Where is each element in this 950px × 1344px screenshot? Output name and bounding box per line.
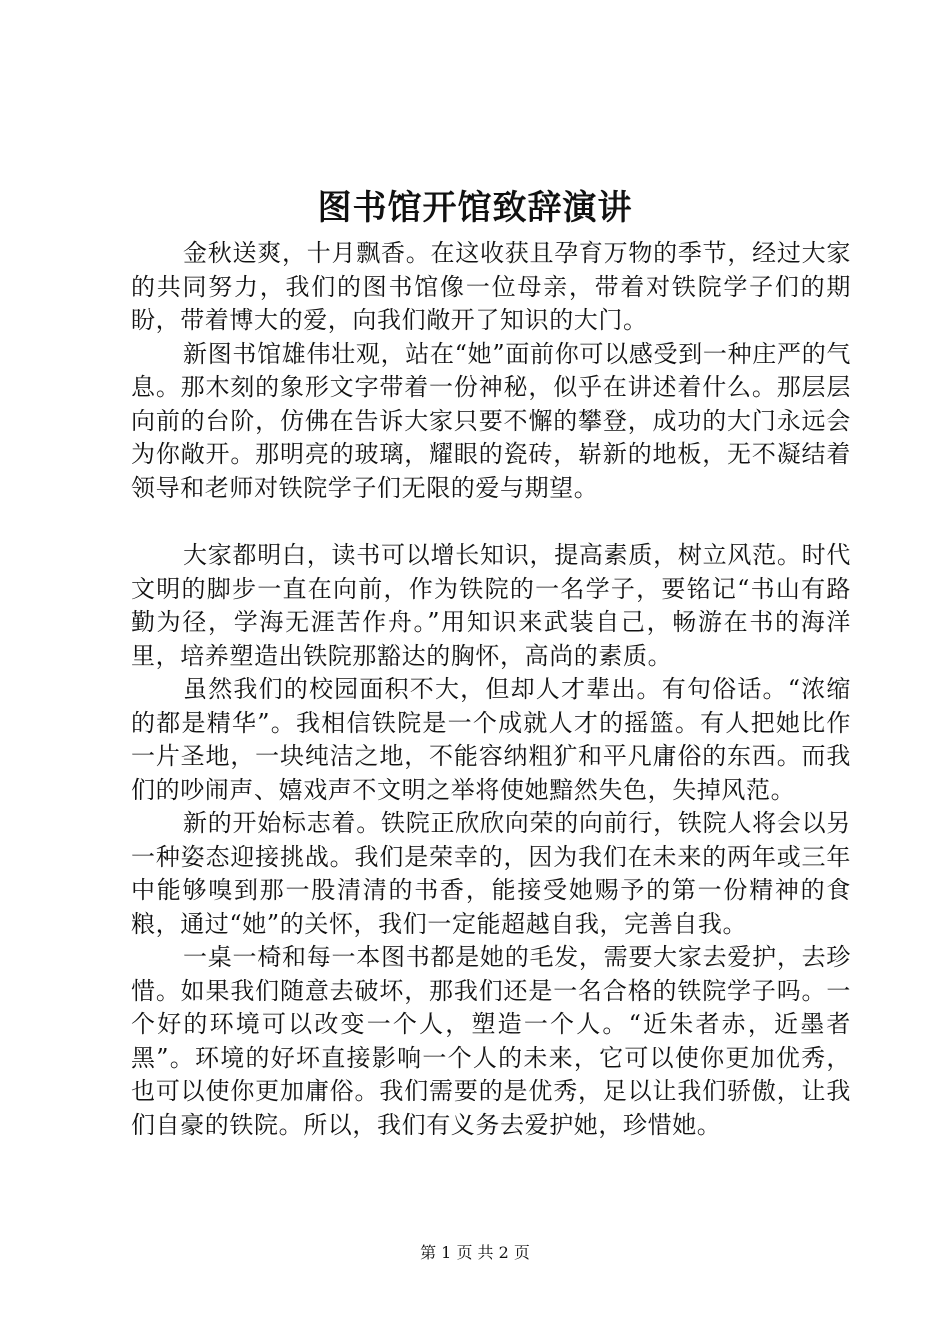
paragraph-5: 新的开始标志着。铁院正欣欣向荣的向前行，铁院人将会以另一种姿态迎接挑战。我们是荣幸的，因为我们在未来的两年或三年中能够嗅到那一股清清的书香，能接受她赐予的第一份精神的食粮，通过“她”的关怀，我们一定能超越自我，完善自我。: [131, 809, 851, 938]
document-body: [131, 237, 851, 1142]
page-footer: 第 1 页 共 2 页: [420, 1243, 530, 1262]
paragraph-4: 虽然我们的校园面积不大，但却人才辈出。有句俗话。“浓缩的都是精华”。我相信铁院是一个成就人才的摇篮。有人把她比作一片圣地，一块纯洁之地，不能容纳粗犷和平凡庸俗的东西。而我们的吵闹声、嬉戏声不文明之举将使她黯然失色，失掉风范。: [131, 675, 851, 804]
paragraph-2: 新图书馆雄伟壮观，站在“她”面前你可以感受到一种庄严的气息。那木刻的象形文字带着一份神秘，似乎在讲述着什么。那层层向前的台阶，仿佛在告诉大家只要不懈的攀登，成功的大门永远会为你敞开。那明亮的玻璃，耀眼的瓷砖，崭新的地板，无不凝结着领导和老师对铁院学子们无限的爱与期望。: [131, 339, 851, 502]
paragraph-3: 大家都明白，读书可以增长知识，提高素质，树立风范。时代文明的脚步一直在向前，作为铁院的一名学子，要铭记“书山有路勤为径，学海无涯苦作舟。”用知识来武装自己，畅游在书的海洋里，培养塑造出铁院那豁达的胸怀，高尚的素质。: [131, 541, 851, 670]
document-title: 图书馆开馆致辞演讲: [317, 188, 633, 228]
paragraph-1: 金秋送爽，十月飘香。在这收获且孕育万物的季节，经过大家的共同努力，我们的图书馆像一位母亲，带着对铁院学子们的期盼，带着博大的爱，向我们敞开了知识的大门。: [131, 239, 851, 334]
paragraph-6: 一桌一椅和每一本图书都是她的毛发，需要大家去爱护，去珍惜。如果我们随意去破坏，那我们还是一名合格的铁院学子吗。一个好的环境可以改变一个人，塑造一个人。“近朱者赤，近墨者黑”。环境的好坏直接影响一个人的未来，它可以使你更加优秀，也可以使你更加庸俗。我们需要的是优秀，足以让我们骄傲，让我们自豪的铁院。所以，我们有义务去爱护她，珍惜她。: [131, 943, 851, 1139]
